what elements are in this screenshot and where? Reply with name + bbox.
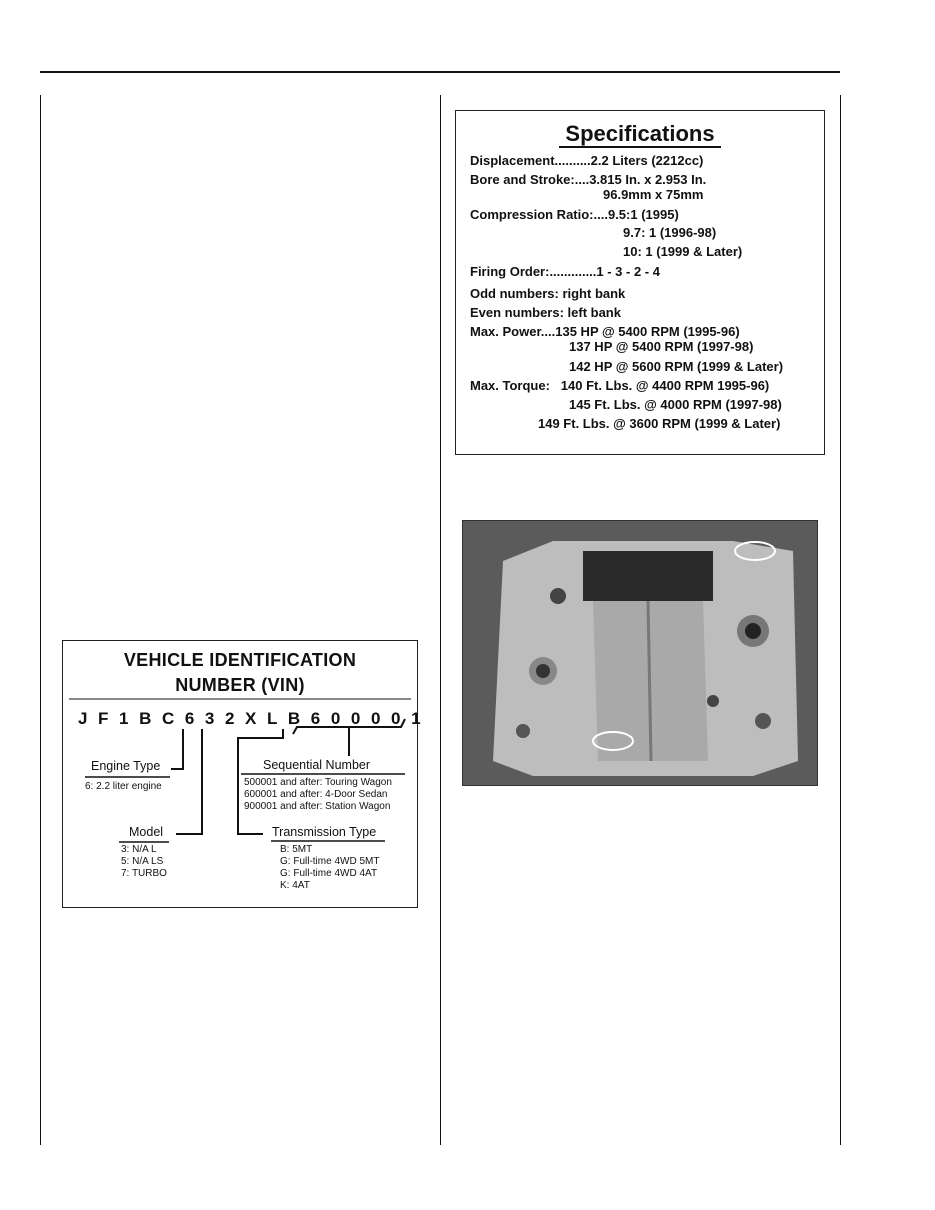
- column-divider-right: [840, 95, 841, 1145]
- sequential-item: 500001 and after: Touring Wagon: [244, 777, 392, 788]
- spec-line: Firing Order:.............1 - 3 - 2 - 4: [470, 264, 660, 279]
- top-rule: [40, 71, 840, 73]
- specifications-title: Specifications: [456, 121, 824, 147]
- engine-type-item: 6: 2.2 liter engine: [85, 781, 162, 792]
- engine-type-label: Engine Type: [91, 759, 161, 773]
- transmission-item: G: Full-time 4WD 4AT: [280, 868, 378, 879]
- vin-diagram: [62, 640, 432, 908]
- transmission-type-label: Transmission Type: [272, 825, 377, 839]
- vin-title-line2: NUMBER (VIN): [175, 675, 305, 695]
- transmission-item: K: 4AT: [280, 880, 310, 891]
- engine-block-photo: [462, 520, 818, 786]
- model-label: Model: [129, 825, 164, 839]
- spec-line: 10: 1 (1999 & Later): [623, 244, 743, 259]
- specifications-box: [455, 110, 825, 455]
- spec-line: Max. Power....135 HP @ 5400 RPM (1995-96): [470, 324, 740, 339]
- spec-line: 9.7: 1 (1996-98): [623, 225, 717, 240]
- column-divider-left: [40, 95, 41, 1145]
- spec-line: 149 Ft. Lbs. @ 3600 RPM (1999 & Later): [538, 416, 781, 431]
- spec-line: Compression Ratio:....9.5:1 (1995): [470, 207, 679, 222]
- sequential-number-label: Sequential Number: [263, 758, 371, 772]
- vin-title-line1: VEHICLE IDENTIFICATION: [123, 650, 357, 670]
- spec-line: 96.9mm x 75mm: [603, 187, 704, 202]
- spec-line: Max. Torque: 140 Ft. Lbs. @ 4400 RPM 1995-96): [470, 378, 770, 393]
- engine-block-image: [463, 521, 818, 786]
- spec-line: Even numbers: left bank: [470, 305, 621, 320]
- spec-line: 137 HP @ 5400 RPM (1997-98): [569, 339, 754, 354]
- spec-line: 142 HP @ 5600 RPM (1999 & Later): [569, 359, 784, 374]
- sequential-item: 600001 and after: 4-Door Sedan: [244, 789, 388, 800]
- transmission-item: B: 5MT: [280, 844, 313, 855]
- transmission-item: G: Full-time 4WD 5MT: [280, 856, 380, 867]
- spec-line: 145 Ft. Lbs. @ 4000 RPM (1997-98): [569, 397, 782, 412]
- spec-line: Displacement..........2.2 Liters (2212cc): [470, 153, 704, 168]
- column-divider-center: [440, 95, 441, 1145]
- model-item: 5: N/A LS: [121, 856, 164, 867]
- spec-line: Odd numbers: right bank: [470, 286, 626, 301]
- sequential-item: 900001 and after: Station Wagon: [244, 801, 391, 812]
- spec-line: Bore and Stroke:....3.815 In. x 2.953 In.: [470, 172, 707, 187]
- model-item: 7: TURBO: [121, 868, 167, 879]
- vin-number: JF1BC632XLB600001: [78, 709, 432, 728]
- model-item: 3: N/A L: [121, 844, 157, 855]
